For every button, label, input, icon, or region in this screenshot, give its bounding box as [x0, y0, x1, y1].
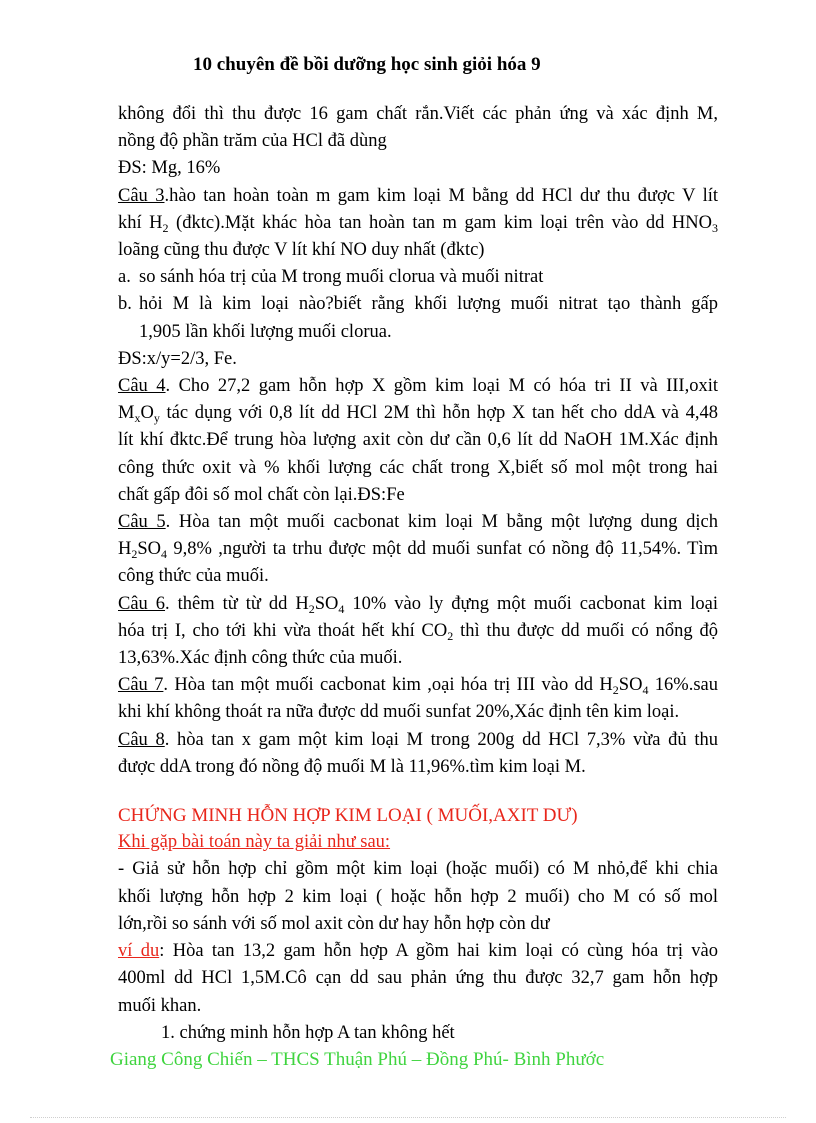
- text-line: khí $H_2$ (đktc).Mặt khác hòa tan hoàn tan m gam kim loại trên vào dd $HNO_3$: [118, 212, 719, 235]
- page-header-title: 10 chuyên đề bồi dưỡng học sinh giỏi hóa 9: [193, 54, 541, 75]
- question-7: Câu 7. Hòa tan một muối cacbonat kim ,oại hóa trị III vào dd $H_2SO_4$ 16%.sau: [118, 675, 718, 698]
- text-line: nồng độ phần trăm của HCl đã dùng: [118, 131, 387, 152]
- text-line: lớn,rồi so sánh với số mol axit còn dư hay hỗn hợp còn dư: [118, 913, 550, 934]
- text-line: $M_xO_y$ tác dụng với 0,8 lít dd HCl 2M thì hỗn hợp X tan hết cho ddA và 4,48: [118, 403, 718, 426]
- text-line: loãng cũng thu được V lít khí NO duy nhất (đktc): [118, 240, 485, 261]
- answer-line: ĐS: Mg, 16%: [118, 158, 221, 179]
- page-bottom-divider: [30, 1117, 786, 1118]
- text-line: 13,63%.Xác định công thức của muối.: [118, 648, 403, 669]
- question-label: Câu 4: [118, 376, 166, 397]
- section-intro: Khi gặp bài toán này ta giải như sau:: [118, 832, 391, 853]
- text-line: - Giả sử hỗn hợp chỉ gồm một kim loại (hoặc muối) có M nhỏ,để khi chia: [118, 859, 718, 880]
- question-6: Câu 6. thêm từ từ dd $H_2SO_4$ 10% vào ly đựng một muối cacbonat kim loại: [118, 593, 718, 616]
- example-label: ví du: [118, 941, 160, 962]
- text-line: công thức của muối.: [118, 566, 269, 587]
- question-label: Câu 6: [118, 593, 166, 614]
- answer-line: ĐS:x/y=2/3, Fe.: [118, 348, 237, 369]
- document-body: [118, 101, 718, 1047]
- text-line: $H_2SO_4$ 9,8% ,người ta trhu được một dd muối sunfat có nồng độ 11,54%. Tìm: [118, 539, 718, 562]
- text-line: khối lượng hỗn hợp 2 kim loại ( hoặc hỗn hợp 2 muối) cho M có số mol: [118, 886, 718, 907]
- list-item-b: b. hỏi M là kim loại nào?biết rằng khối lượng muối nitrat tạo thành gấp: [118, 294, 718, 315]
- question-8: Câu 8. hòa tan x gam một kim loại M trong 200g dd HCl 7,3% vừa đủ thu: [118, 729, 718, 750]
- text-line: 1,905 lần khối lượng muối clorua.: [139, 321, 392, 342]
- question-label: Câu 3: [118, 185, 165, 206]
- question-label: Câu 5: [118, 512, 166, 533]
- text-line: lít khí đktc.Để trung hòa lượng axit còn dư cần 0,6 lít dd NaOH 1M.Xác định: [118, 430, 718, 451]
- text-line: không đổi thì thu được 16 gam chất rắn.Viết các phản ứng và xác định M,: [118, 104, 718, 124]
- text-line: chất gấp đôi số mol chất còn lại.ĐS:Fe: [118, 484, 405, 505]
- text-line: được ddA trong đó nồng độ muối M là 11,96%.tìm kim loại M.: [118, 756, 586, 777]
- question-label: Câu 8: [118, 729, 165, 750]
- numbered-item: 1. chứng minh hỗn hợp A tan không hết: [161, 1022, 455, 1043]
- text-line: muối khan.: [118, 995, 202, 1016]
- text-line: 400ml dd HCl 1,5M.Cô cạn dd sau phản ứng thu được 32,7 gam hỗn hợp: [118, 968, 718, 989]
- question-label: Câu 7: [118, 675, 164, 696]
- list-item-a: a. so sánh hóa trị của M trong muối clorua và muối nitrat: [118, 267, 544, 288]
- page-footer: Giang Công Chiến – THCS Thuận Phú – Đồng Phú- Bình Phước: [110, 1049, 605, 1070]
- question-4: Câu 4. Cho 27,2 gam hỗn hợp X gồm kim loại M có hóa tri II và III,oxit: [118, 376, 718, 397]
- text-line: hóa trị I, cho tới khi vừa thoát hết khí $CO_2$ thì thu được dd muối có nổng độ: [118, 620, 718, 643]
- section-title: CHỨNG MINH HỖN HỢP KIM LOẠI ( MUỐI,AXIT DƯ): [118, 805, 578, 827]
- question-3: Câu 3.hào tan hoàn toàn m gam kim loại M bằng dd HCl dư thu được V lít: [118, 185, 718, 206]
- text-line: công thức oxit và % khối lượng các chất trong X,biết số mol một trong hai: [118, 457, 718, 478]
- text-line: khi khí không thoát ra nữa được dd muối sunfat 20%,Xác định tên kim loại.: [118, 702, 680, 723]
- question-5: Câu 5. Hòa tan một muối cacbonat kim loại M bằng một lượng dung dịch: [118, 512, 718, 533]
- example-paragraph: ví du: Hòa tan 13,2 gam hỗn hợp A gồm hai kim loại có cùng hóa trị vào: [118, 941, 719, 962]
